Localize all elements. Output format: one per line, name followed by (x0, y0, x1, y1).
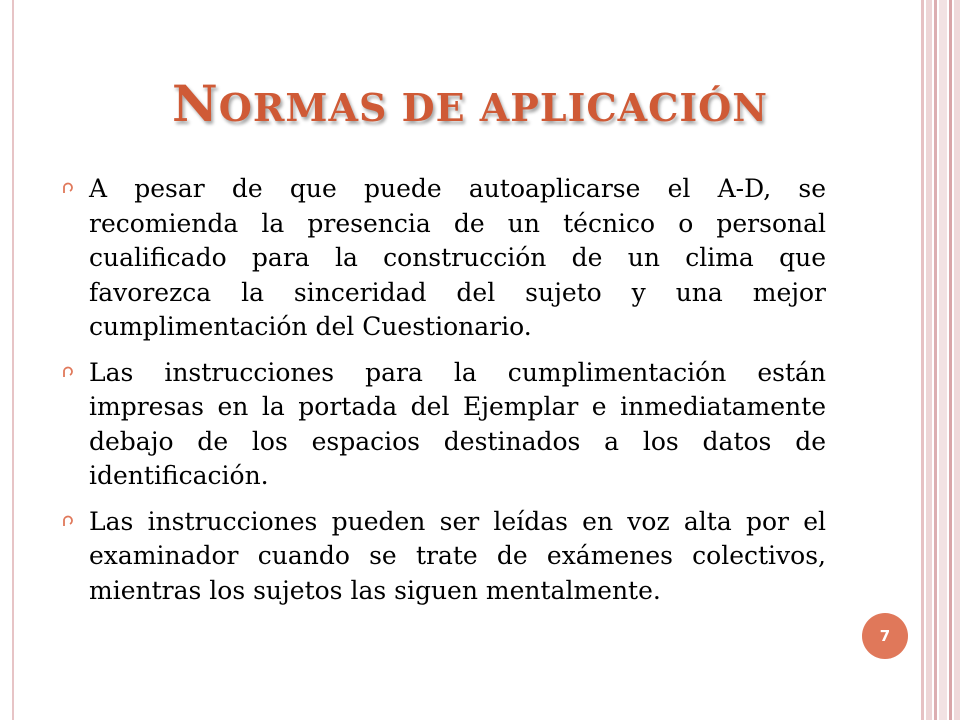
right-decor-stripe (939, 0, 947, 720)
bullet-item (58, 505, 826, 609)
bullet-item (58, 172, 826, 345)
right-decor-stripe (949, 0, 952, 720)
bullet-text: Las instrucciones para la cumplimentación están impresas en la portada del Ejemplar e inmediatamente debajo de los espacios destinados a los datos de identificación. (89, 357, 826, 490)
bullet-text: A pesar de que puede autoaplicarse el A-D, se recomienda la presencia de un técnico o personal cualificado para la construcción de un clima que favorezca la sinceridad del sujeto y una mejor cumplimentación del Cuestionario. (89, 174, 826, 341)
title-rest: ORMAS DE APLICACIÓN (218, 85, 768, 130)
left-border-line (12, 0, 14, 720)
right-decor-stripe (926, 0, 932, 720)
bullet-hook-icon (61, 181, 75, 195)
right-decor-stripe (954, 0, 960, 720)
right-decor-stripe (934, 0, 937, 720)
right-decor-stripe (921, 0, 924, 720)
bullet-hook-icon (61, 365, 75, 379)
bullet-item (58, 356, 826, 494)
bullet-hook-icon (61, 514, 75, 528)
page-number-badge: 7 (862, 613, 908, 659)
bullet-list (58, 172, 826, 619)
bullet-text: Las instrucciones pueden ser leídas en voz alta por el examinador cuando se trate de exámenes colectivos, mientras los sujetos las siguen mentalmente. (89, 506, 826, 605)
slide-title (60, 74, 880, 133)
title-initial: N (172, 74, 219, 133)
